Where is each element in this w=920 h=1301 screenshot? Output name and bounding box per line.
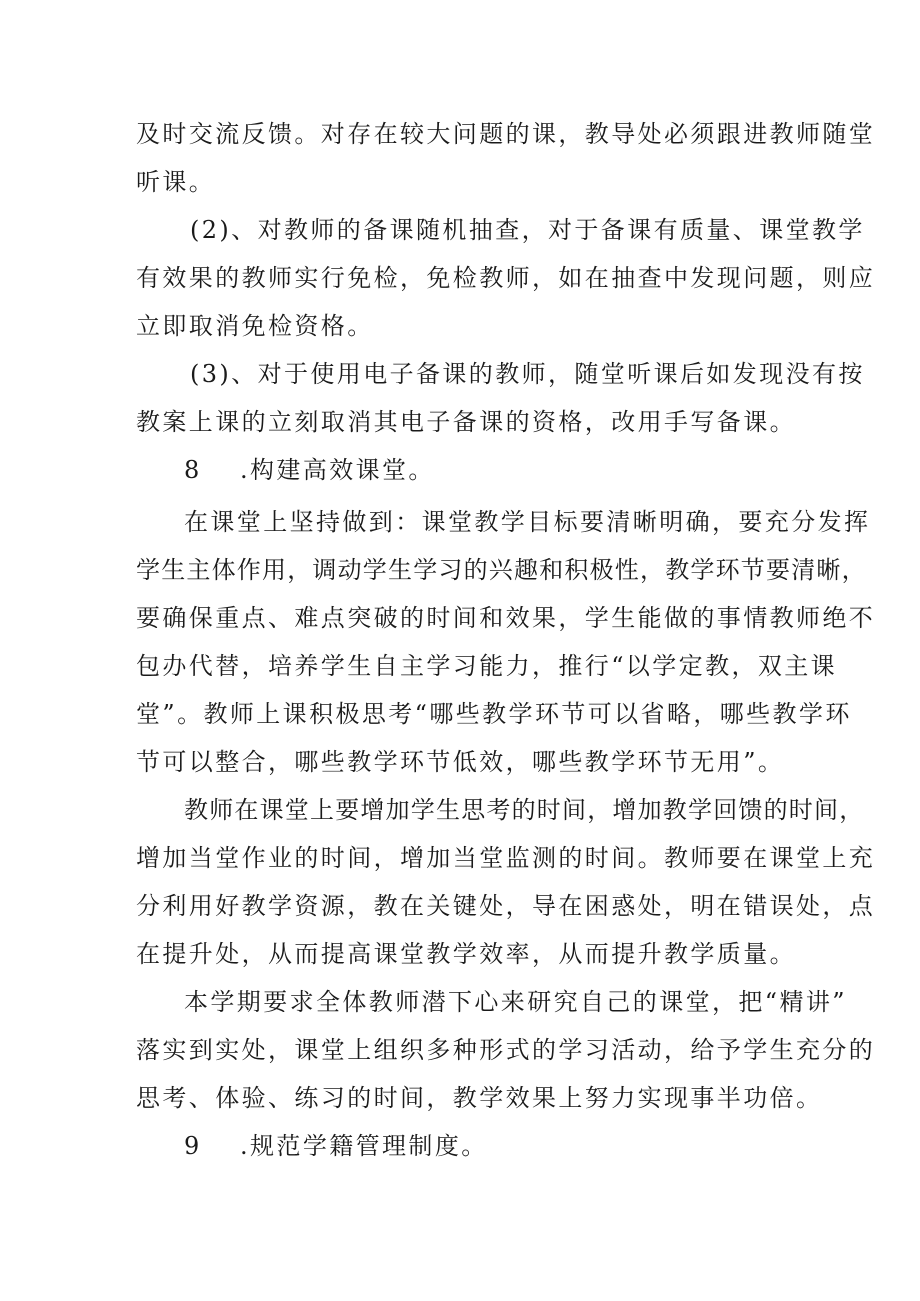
text-line: 堂”。教师上课积极思考“哪些教学环节可以省略，哪些教学环 xyxy=(136,700,852,728)
text-line: 增加当堂作业的时间，增加当堂监测的时间。教师要在课堂上充 xyxy=(136,844,876,872)
text-line: 学生主体作用，调动学生学习的兴趣和积极性，教学环节要清晰， xyxy=(136,556,867,584)
text-line: (2)、对教师的备课随机抽查，对于备课有质量、课堂教学 xyxy=(190,216,865,244)
text-line: 教案上课的立刻取消其电子备课的资格，改用手写备课。 xyxy=(136,408,796,436)
section-number: 9 xyxy=(184,1132,202,1160)
text-line: 教师在课堂上要增加学生思考的时间，增加教学回馈的时间， xyxy=(184,796,865,824)
text-line: 立即取消免检资格。 xyxy=(136,312,374,340)
section-title: .规范学籍管理制度。 xyxy=(240,1132,488,1160)
section-heading xyxy=(184,1130,796,1162)
text-line: 节可以整合，哪些教学环节低效，哪些教学环节无用”。 xyxy=(136,748,785,776)
text-line: 包办代替，培养学生自主学习能力，推行“以学定教，双主课 xyxy=(136,652,838,680)
text-line: 本学期要求全体教师潜下心来研究自己的课堂，把“精讲” xyxy=(184,988,847,1016)
text-line: 分利用好教学资源，教在关键处，导在困惑处，明在错误处，点 xyxy=(136,892,876,920)
section-number: 8 xyxy=(184,456,202,484)
section-heading xyxy=(184,454,796,486)
text-line: 在提升处，从而提高课堂教学效率，从而提升教学质量。 xyxy=(136,940,796,968)
text-line: 要确保重点、难点突破的时间和效果，学生能做的事情教师绝不 xyxy=(136,604,876,632)
text-line: (3)、对于使用电子备课的教师，随堂听课后如发现没有按 xyxy=(190,360,865,388)
section-title: .构建高效课堂。 xyxy=(240,456,435,484)
text-line: 在课堂上坚持做到：课堂教学目标要清晰明确，要充分发挥 xyxy=(184,508,871,536)
text-line: 听课。 xyxy=(136,168,216,196)
text-line: 有效果的教师实行免检，免检教师，如在抽查中发现问题，则应 xyxy=(136,264,876,292)
text-line: 落实到实处，课堂上组织多种形式的学习活动，给予学生充分的 xyxy=(136,1036,876,1064)
text-line: 思考、体验、练习的时间，教学效果上努力实现事半功倍。 xyxy=(136,1084,823,1112)
text-line: 及时交流反馈。对存在较大问题的课，教导处必须跟进教师随堂 xyxy=(136,120,876,148)
